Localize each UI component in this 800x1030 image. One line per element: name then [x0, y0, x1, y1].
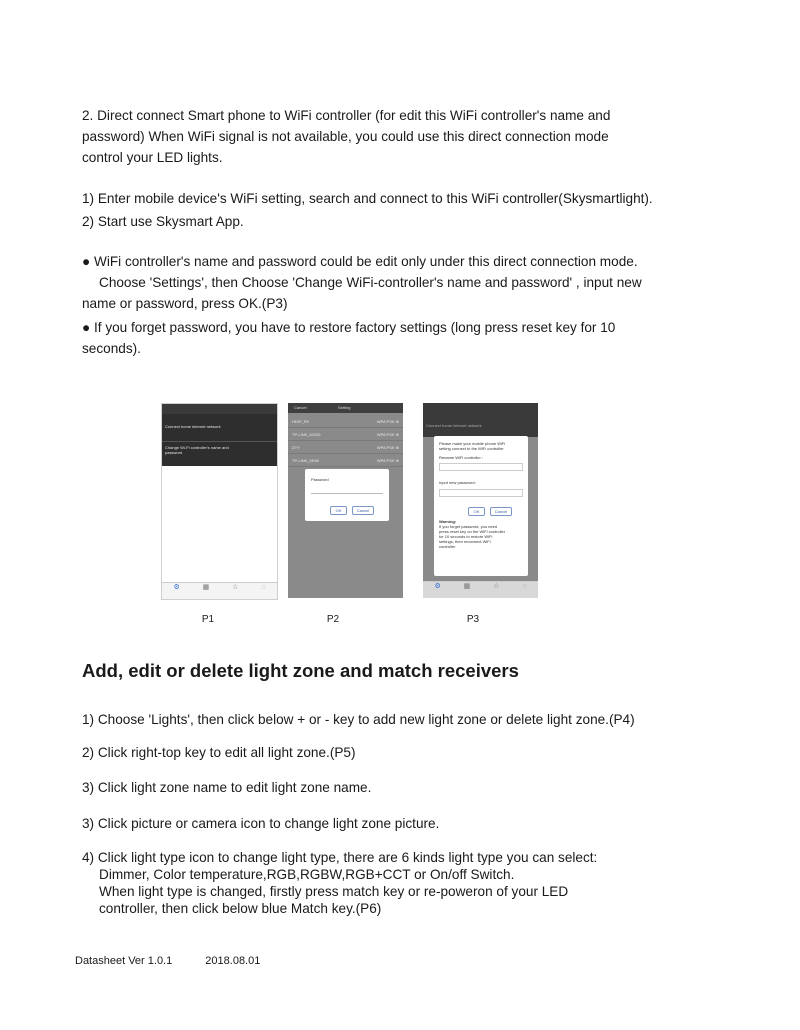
network-row[interactable]	[288, 454, 403, 467]
menu-item-connect-home: Connect home internet network	[426, 423, 482, 428]
step-2: 2) Start use Skysmart App.	[82, 214, 244, 229]
section-item-3b: 3) Click picture or camera icon to change light zone picture.	[82, 816, 440, 831]
new-password-label: Input new password:	[439, 480, 476, 485]
note-1: ● WiFi controller's name and password could be edit only under this direct connection mode.	[82, 254, 638, 269]
intro-line-3: control your LED lights.	[82, 150, 223, 165]
tab-grid-icon[interactable]: ▦	[463, 583, 471, 590]
settings-menu	[162, 414, 277, 466]
warning-title: Warning:	[439, 519, 457, 524]
status-bar	[162, 404, 277, 414]
section-item-4-line-2: Dimmer, Color temperature,RGB,RGBW,RGB+CCT or On/off Switch.	[99, 867, 515, 882]
new-password-input[interactable]	[439, 489, 523, 497]
footer	[75, 955, 260, 967]
password-dialog	[305, 469, 389, 521]
warning-line: press reset key on the WiFi controller	[439, 529, 506, 534]
nav-bar	[288, 403, 403, 413]
tab-star-icon[interactable]: ☆	[493, 583, 500, 590]
tab-star-icon[interactable]: ☆	[232, 584, 239, 591]
note-1-line-2: Choose 'Settings', then Choose 'Change WiFi-controller's name and password' , input new	[99, 275, 642, 290]
screenshot-p2	[288, 403, 403, 598]
tab-circle-icon[interactable]: ◌	[261, 584, 266, 591]
warning-line: If you forget password, you need	[439, 524, 498, 529]
caption-p3: P3	[466, 614, 480, 625]
network-row[interactable]	[288, 415, 403, 428]
footer-date: 2018.08.01	[205, 955, 261, 967]
warning-line: for 10 seconds to restore WiFi	[439, 534, 493, 539]
tab-bar	[423, 581, 538, 598]
tab-settings-icon[interactable]: ⚙	[434, 583, 441, 590]
network-security: WPA PSK ⊕	[376, 432, 399, 437]
tab-bar	[162, 582, 277, 599]
warning-line: settings, then reconnect WiFi	[439, 539, 491, 544]
nav-cancel[interactable]: Cancel	[294, 405, 307, 410]
intro-line-1: 2. Direct connect Smart phone to WiFi controller (for edit this WiFi controller's name and	[82, 108, 611, 123]
rename-label: Rename WiFi controller :	[439, 455, 484, 460]
password-input[interactable]	[311, 486, 383, 494]
network-row[interactable]	[288, 428, 403, 441]
note-2-line-2: seconds).	[82, 341, 141, 356]
network-name: TP-LINK_5E66	[292, 458, 319, 463]
menu-item-change-name[interactable]: Change Wi-Fi controller's name and	[165, 445, 229, 450]
tab-grid-icon[interactable]: ▦	[202, 584, 210, 591]
network-security: WPA PSK ⊕	[376, 445, 399, 450]
menu-item-connect-home[interactable]: Connect home internet network	[165, 424, 221, 429]
dialog-intro-line-2: setting connect to the WiFi controller	[439, 446, 504, 451]
note-1-line-3: name or password, press OK.(P3)	[82, 296, 288, 311]
section-item-4-line-4: controller, then click below blue Match key.(P6)	[99, 901, 382, 916]
section-item-1: 1) Choose 'Lights', then click below + or - key to add new light zone or delete light zone.(P4)	[82, 712, 635, 727]
section-title: Add, edit or delete light zone and match receivers	[82, 660, 519, 681]
ok-button[interactable]: OK	[330, 506, 347, 515]
menu-overlay	[423, 403, 538, 437]
section-item-3: 3) Click light zone name to edit light zone name.	[82, 780, 372, 795]
network-security: WPA PSK ⊕	[376, 419, 399, 424]
section-item-2: 2) Click right-top key to edit all light zone.(P5)	[82, 745, 356, 760]
section-item-4-line-3: When light type is changed, firstly press match key or re-poweron of your LED	[99, 884, 569, 899]
tab-circle-icon[interactable]: ◌	[522, 583, 527, 590]
tab-settings-icon[interactable]: ⚙	[173, 584, 180, 591]
screenshot-p3	[423, 403, 538, 598]
network-name: TP-LINK_DD5D	[292, 432, 321, 437]
network-row[interactable]	[288, 441, 403, 454]
step-1: 1) Enter mobile device's WiFi setting, search and connect to this WiFi controller(Skysmartlight).	[82, 191, 653, 206]
network-name: HDIP_R9	[292, 419, 309, 424]
password-label: Password	[311, 477, 329, 482]
rename-input[interactable]	[439, 463, 523, 471]
nav-title: Setting	[338, 405, 351, 410]
menu-item-change-name-line-2[interactable]: password	[165, 450, 183, 455]
warning-line: controller	[439, 544, 456, 549]
caption-p1: P1	[201, 614, 215, 625]
footer-version: Datasheet Ver 1.0.1	[75, 955, 173, 967]
network-security: WPA PSK ⊕	[376, 458, 399, 463]
cancel-button[interactable]: Cancel	[490, 507, 512, 516]
dialog-intro-line-1: Please make your mobile phone WiFi	[439, 441, 506, 446]
cancel-button[interactable]: Cancel	[352, 506, 374, 515]
note-2: ● If you forget password, you have to restore factory settings (long press reset key for 10	[82, 320, 616, 335]
ok-button[interactable]: OK	[468, 507, 485, 516]
intro-line-2: password) When WiFi signal is not available, you could use this direct connection mode	[82, 129, 609, 144]
network-name: ZYY	[292, 445, 300, 450]
menu-divider	[162, 441, 277, 442]
rename-dialog	[434, 436, 528, 576]
screenshot-p1	[161, 403, 278, 600]
caption-p2: P2	[326, 614, 340, 625]
section-item-4: 4) Click light type icon to change light type, there are 6 kinds light type you can select:	[82, 850, 598, 865]
